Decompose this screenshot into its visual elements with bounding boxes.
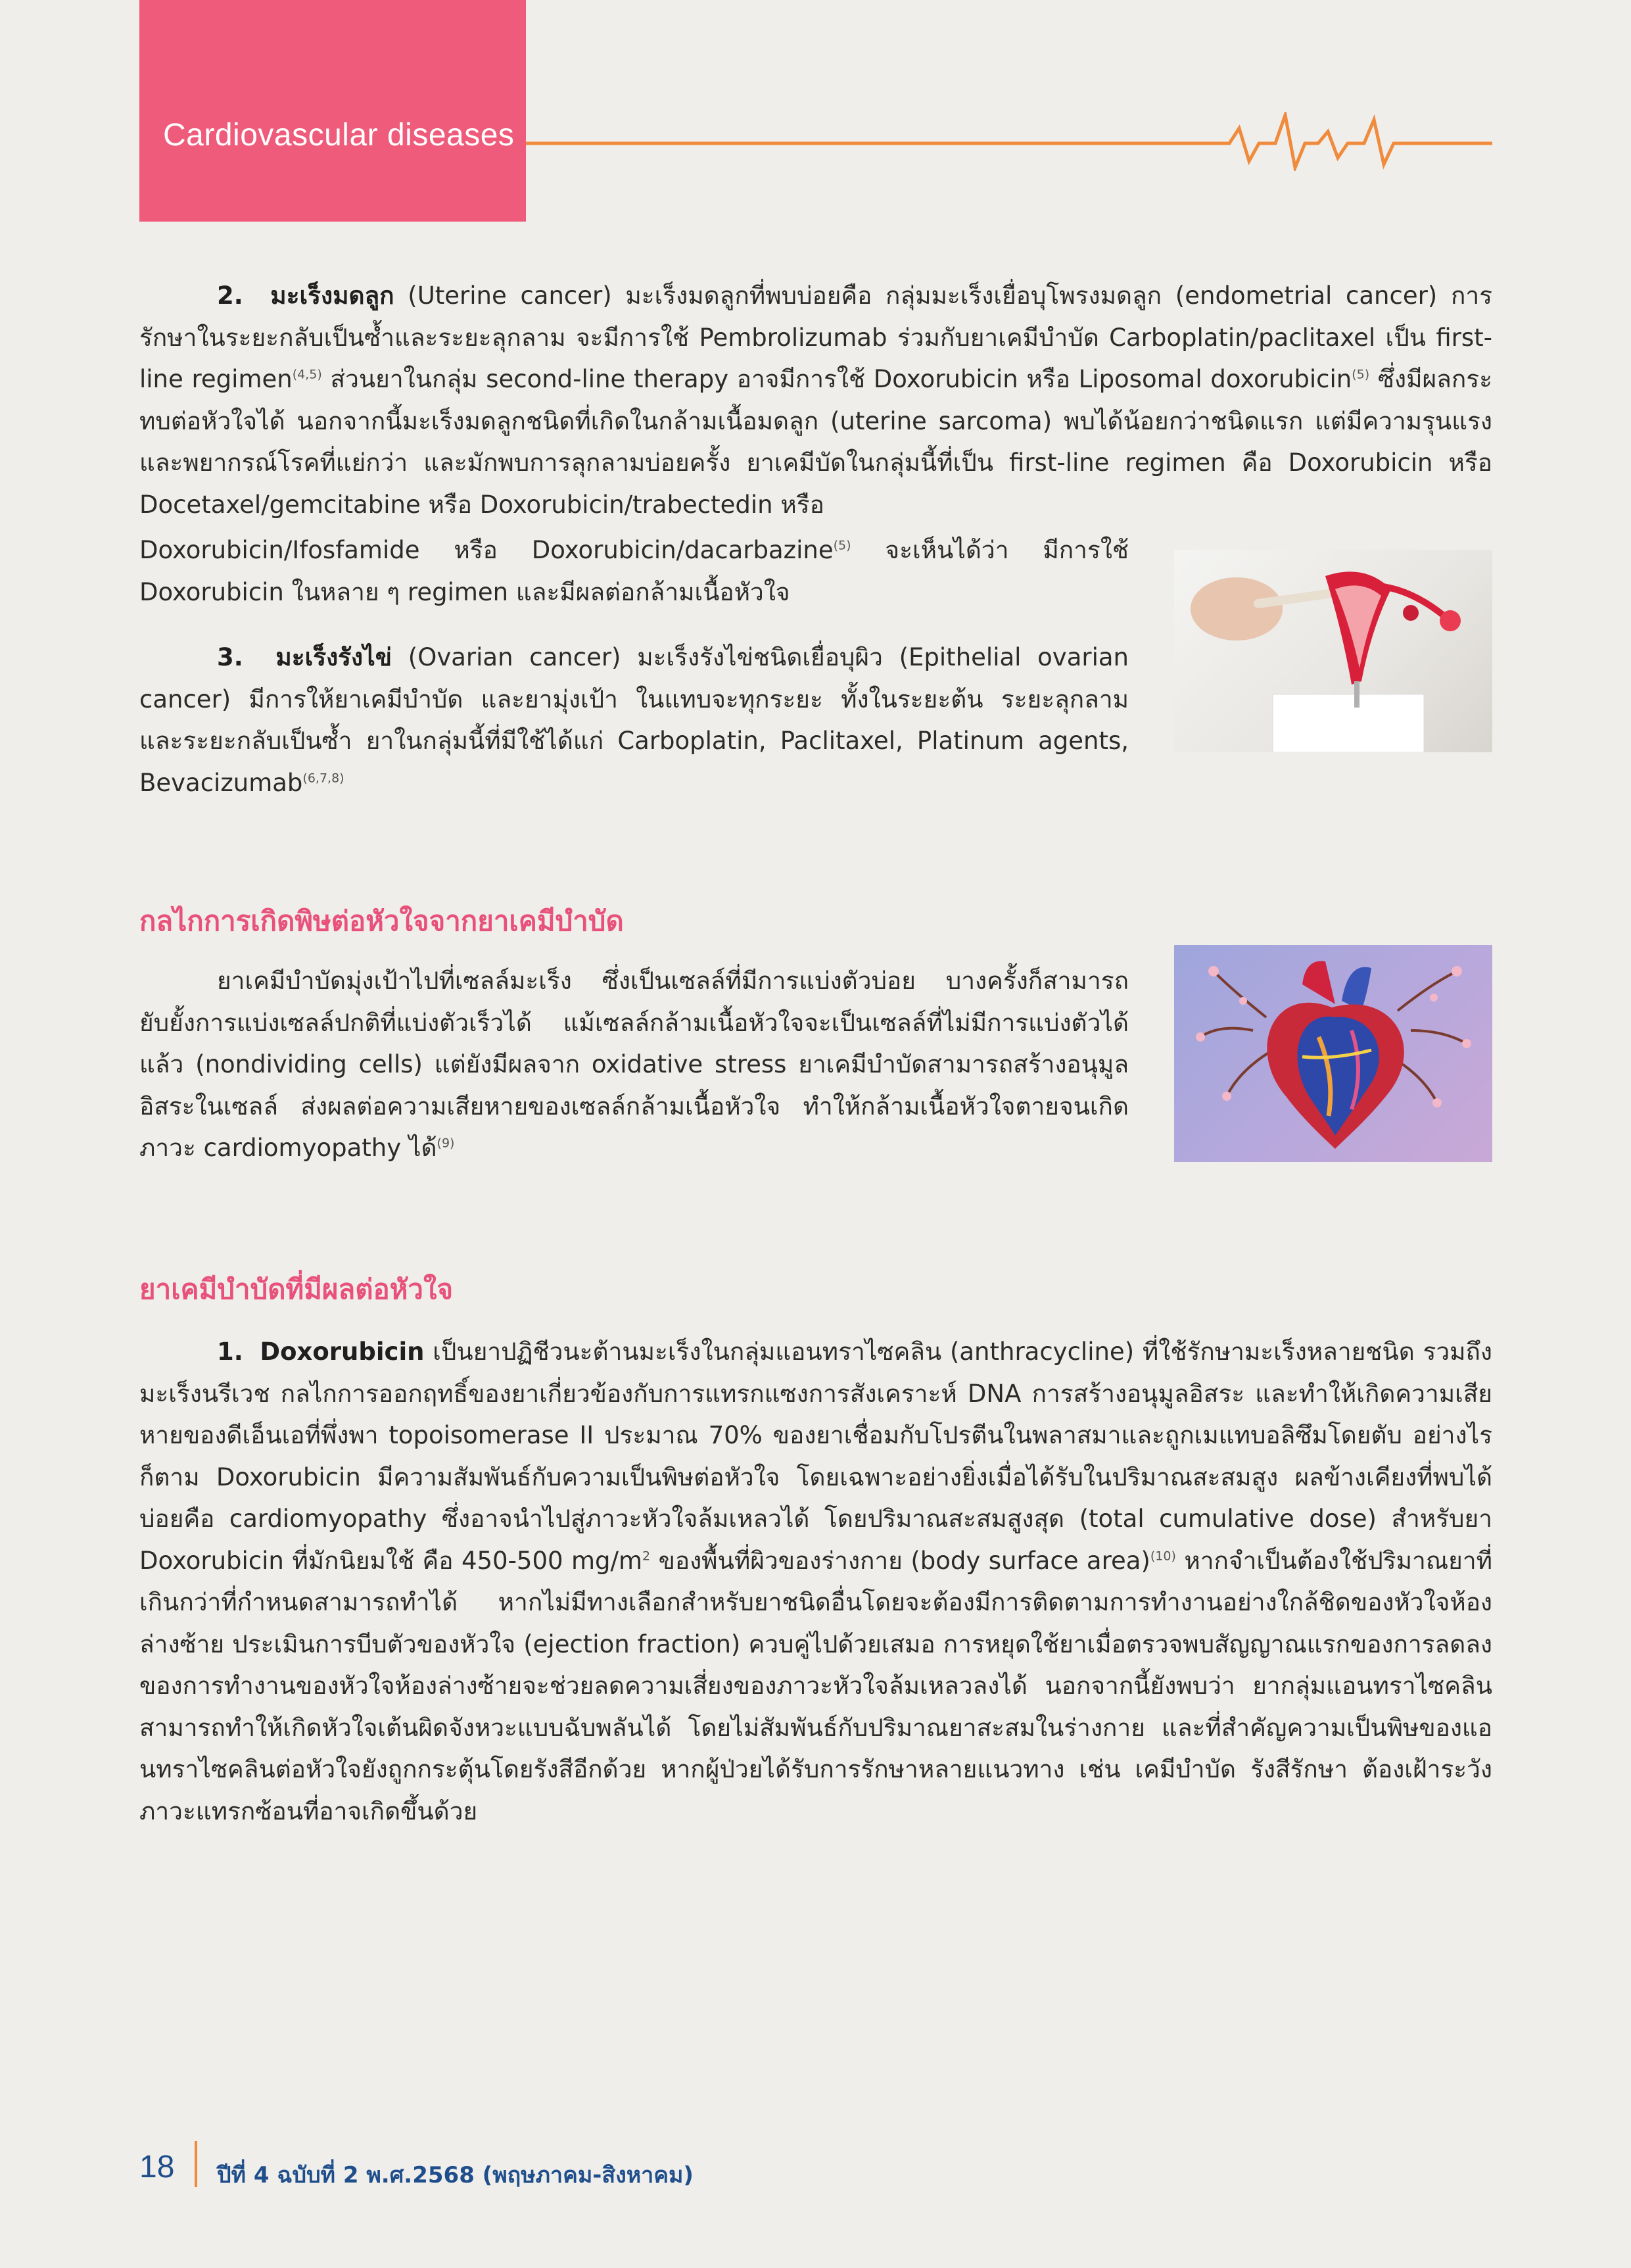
doxorubicin-title: Doxorubicin xyxy=(260,1338,425,1366)
uterine-title: มะเร็งมดลูก xyxy=(270,281,394,310)
page-number: 18 xyxy=(139,2150,175,2184)
uterine-cancer-paragraph-continued: Doxorubicin/Ifosfamide หรือ Doxorubicin/dacarbazine$^{(5)}$ จะเห็นได้ว่า มีการใช้ Doxorubicin ในหลาย ๆ regimen และมีผลต่อกล้ามเนื้อหัวใจ xyxy=(139,536,1129,606)
mechanism-paragraph: ยาเคมีบำบัดมุ่งเป้าไปที่เซลล์มะเร็ง ซึ่งเป็นเซลล์ที่มีการแบ่งตัวบ่อย บางครั้งก็สามารถยับยั้งการแบ่งเซลล์ปกติที่แบ่งตัวเร็วได้ แม้เซลล์กล้ามเนื้อหัวใจจะเป็นเซลล์ที่ไม่มีการแบ่งตัวได้แล้ว (nondividing cells) แต่ยังมีผลจาก oxidative stress ยาเคมีบำบัดสามารถสร้างอนุมูลอิสระในเซลล์ ส่งผลต่อความเสียหายของเซลล์กล้ามเนื้อหัวใจ ทำให้กล้ามเนื้อหัวใจตายจนเกิดภาวะ cardiomyopathy ได้$^{(9)}$ xyxy=(139,967,1129,1162)
doxorubicin-number: 1. xyxy=(217,1338,243,1366)
section-label: Cardiovascular diseases xyxy=(163,118,515,153)
header-accent-block xyxy=(139,0,526,222)
heart-illustration xyxy=(1174,945,1492,1162)
cardiotoxic-drugs-heading: ยาเคมีบำบัดที่มีผลต่อหัวใจ xyxy=(139,1273,454,1305)
issue-info: ปีที่ 4 ฉบับที่ 2 พ.ศ.2568 (พฤษภาคม-สิงหาคม) xyxy=(217,2162,694,2188)
uterus-model-photo xyxy=(1174,550,1492,752)
ecg-line-icon xyxy=(526,112,1492,171)
footer-divider xyxy=(195,2141,197,2187)
mechanism-heading: กลไกการเกิดพิษต่อหัวใจจากยาเคมีบำบัด xyxy=(139,905,624,937)
ovarian-title: มะเร็งรังไข่ xyxy=(275,643,392,671)
doxorubicin-paragraph: 1. Doxorubicin เป็นยาปฏิชีวนะต้านมะเร็งในกลุ่มแอนทราไซคลิน (anthracycline) ที่ใช้รักษามะเร็งหลายชนิด รวมถึงมะเร็งนรีเวช กลไกการออกฤทธิ์ของยาเกี่ยวข้องกับการแทรกแซงการสังเคราะห์ DNA การสร้างอนุมูลอิสระ และทำให้เกิดความเสียหายของดีเอ็นเอที่พึ่งพา topoisomerase II ประมาณ 70% ของยาเชื่อมกับโปรตีนในพลาสมาและถูกเมแทบอลิซึมโดยตับ อย่างไรก็ตาม Doxorubicin มีความสัมพันธ์กับความเป็นพิษต่อหัวใจ โดยเฉพาะอย่างยิ่งเมื่อได้รับในปริมาณสะสมสูง ผลข้างเคียงที่พบได้บ่อยคือ cardiomyopathy ซึ่งอาจนำไปสู่ภาวะหัวใจล้มเหลวได้ โดยปริมาณสะสมสูงสุด (total cumulative dose) สำหรับยา Doxorubicin ที่มักนิยมใช้ คือ 450-500 $mg/m^2$ ของพื้นที่ผิวของร่างกาย (body surface area)$^{(10)}$ หากจำเป็นต้องใช้ปริมาณยาที่เกินกว่าที่กำหนดสามารถทำได้ หากไม่มีทางเลือกสำหรับยาชนิดอื่นโดยจะต้องมีการติดตามการทำงานอย่างใกล้ชิดของหัวใจห้องล่างซ้าย ประเมินการบีบตัวของหัวใจ (ejection fraction) ควบคู่ไปด้วยเสมอ การหยุดใช้ยาเมื่อตรวจพบสัญญาณแรกของการลดลงของการทำงานของหัวใจห้องล่างซ้ายจะช่วยลดความเสี่ยงของภาวะหัวใจล้มเหลวลงได้ นอกจากนี้ยังพบว่า ยากลุ่มแอนทราไซคลิน สามารถทำให้เกิดหัวใจเต้นผิดจังหวะแบบฉับพลันได้ โดยไม่สัมพันธ์กับปริมาณยาสะสมในร่างกาย และที่สำคัญความเป็นพิษของแอนทราไซคลินต่อหัวใจยังถูกกระตุ้นโดยรังสีอีกด้วย หากผู้ป่วยได้รับการรักษาหลายแนวทาง เช่น เคมีบำบัด รังสีรักษา ต้องเฝ้าระวังภาวะแทรกซ้อนที่อาจเกิดขึ้นด้วย xyxy=(139,1338,1492,1825)
ovarian-number: 3. xyxy=(217,643,243,671)
uterine-number: 2. xyxy=(217,281,243,310)
uterine-cancer-paragraph: 2. มะเร็งมดลูก (Uterine cancer) มะเร็งมดลูกที่พบบ่อยคือ กลุ่มมะเร็งเยื่อบุโพรงมดลูก (endometrial cancer) การรักษาในระยะกลับเป็นซ้ำและระยะลุกลาม จะมีการใช้ Pembrolizumab ร่วมกับยาเคมีบำบัด Carboplatin/paclitaxel เป็น first-line regimen$^{(4,5)}$ ส่วนยาในกลุ่ม second-line therapy อาจมีการใช้ Doxorubicin หรือ Liposomal doxorubicin$^{(5)}$ ซึ่งมีผลกระทบต่อหัวใจได้ นอกจากนี้มะเร็งมดลูกชนิดที่เกิดในกล้ามเนื้อมดลูก (uterine sarcoma) พบได้น้อยกว่าชนิดแรก แต่มีความรุนแรงและพยากรณ์โรคที่แย่กว่า และมักพบการลุกลามบ่อยครั้ง ยาเคมีบัดในกลุ่มนี้ที่เป็น first-line regimen คือ Doxorubicin หรือ Docetaxel/gemcitabine หรือ Doxorubicin/trabectedin หรือ xyxy=(139,281,1492,519)
ovarian-cancer-paragraph: 3. มะเร็งรังไข่ (Ovarian cancer) มะเร็งรังไข่ชนิดเยื่อบุผิว (Epithelial ovarian cancer) มีการให้ยาเคมีบำบัด และยามุ่งเป้า ในแทบจะทุกระยะ ทั้งในระยะต้น ระยะลุกลาม และระยะกลับเป็นซ้ำ ยาในกลุ่มนี้ที่มีใช้ได้แก่ Carboplatin, Paclitaxel, Platinum agents, Bevacizumab$^{(6,7,8)}$ xyxy=(139,643,1129,797)
